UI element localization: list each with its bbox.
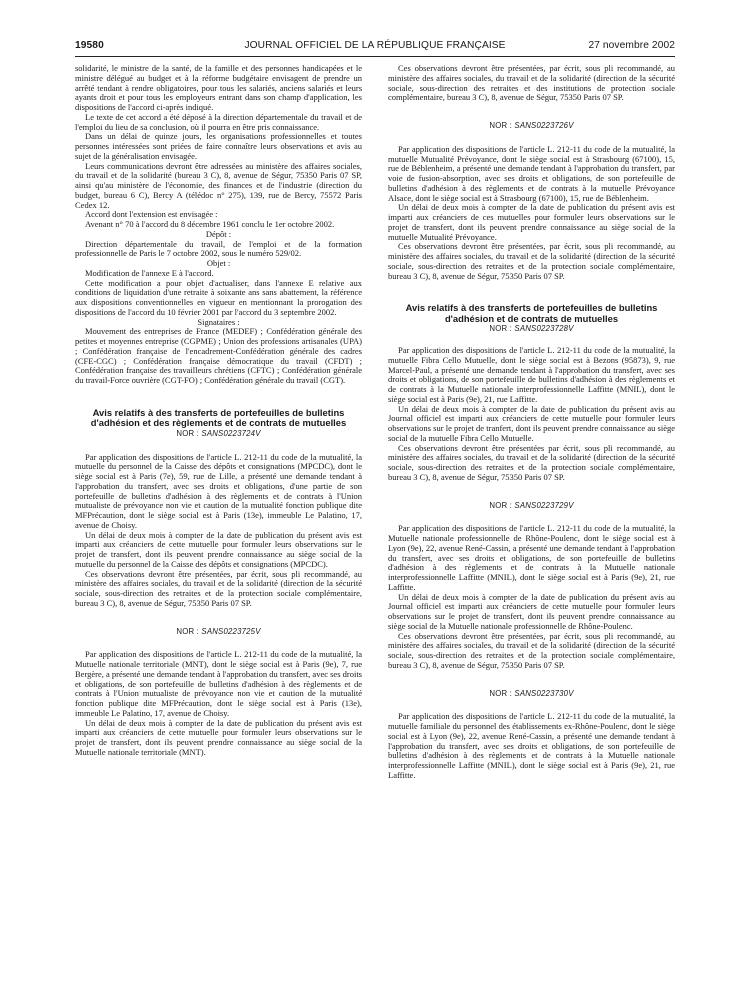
- paragraph: Par application des dispositions de l'article L. 212-11 du code de la mutualité, la Mutuelle nationale territoriale (MNT), dont le siège social est à Paris (9e), 7, rue Bergère, a présenté une demande tendant à l'approbation du transfert, avec ses droits et obligations, de son portefeuille de bulletins d'adhésion à des règlements et de contrats à l'Union mutualiste de prévoyance non vie et caution de la mutualité fonction publique dite MFPrécaution, dont le siège social est à Paris (13e), immeuble Le Palatino, 17, avenue de Choisy.: [75, 649, 362, 718]
- paragraph: Un délai de deux mois à compter de la date de publication du présent avis est imparti aux créanciers de ces mutuelles pour formuler leurs observations sur le projet de transfert, dont ils peuvent prendre connaissance au siège social de la mutuelle Mutualité Prévoyance.: [388, 202, 675, 242]
- paragraph: Par application des dispositions de l'article L. 212-11 du code de la mutualité, la mutuelle Mutualité Prévoyance, dont le siège social est à Strasbourg (67100), 15, rue de Béblenheim, a présenté une demande tendant à l'approbation du transfert, par voie de fusion-absorption, avec ses droits et obligations, de son portefeuille de bulletins d'adhésion à des règlements et de contrats à la mutuelle Prévoyance Alsace, dont le siège social est à Strasbourg (67100), 15, rue de Béblenheim.: [388, 143, 675, 203]
- accord-text: Avenant n° 70 à l'accord du 8 décembre 1961 conclu le 1er octobre 2002.: [85, 219, 335, 229]
- paragraph: Ces observations devront être présentées, par écrit, sous pli recommandé, au ministère des affaires sociales, du travail et de la solidarité (direction de la sécurité sociale, sous-direction des retraites et de la protection sociale complémentaire, bureau 3 C), 8, avenue de Ségur, 75350 Paris 07 SP.: [388, 241, 675, 281]
- paragraph: Un délai de deux mois à compter de la date de publication du présent avis au Journal officiel est imparti aux créanciers de cette mutuelle pour formuler leurs observations sur le projet de transfert, dont ils peuvent prendre connaissance au siège social de la Mutuelle nationale professionnelle de Rhône-Poulenc.: [388, 591, 675, 631]
- depot-text: Direction départementale du travail, de l'emploi et de la formation professionnelle de Paris le 7 octobre 2002, sous le numéro 529/02.: [75, 238, 362, 259]
- paragraph: Par application des dispositions de l'article L. 212-11 du code de la mutualité, la mutuelle Fibra Cello Mutuelle, dont le siège social est à Bezons (95873), 9, rue Marcel-Paul, a présenté une demande tendant à l'approbation du transfert, avec ses droits et obligations, de son portefeuille de bulletins d'adhésion à des règlements et de contrats à la Mutuelle nationale interprofessionnelle Laffitte (MNIL), dont le siège social est à Paris (9e), 21, rue Laffitte.: [388, 345, 675, 404]
- paragraph: Ces observations devront être présentées, par écrit, sous pli recommandé, au ministère des affaires sociales, du travail et de la solidarité (direction de la sécurité sociale, sous-direction des retraites et de la protection sociale complémentaire, bureau 3 C), 8, avenue de Ségur, 75350 Paris 07 SP.: [388, 630, 675, 670]
- signataires-label: Signataires :: [197, 316, 240, 327]
- paragraph: Ces observations devront être présentées, par écrit, sous pli recommandé, au ministère des affaires sociales, du travail et de la solidarité (direction de la sécurité sociale, sous-direction des retraites et des institutions de protection sociale complémentaire, bureau 3 C), 8, avenue de Ségur, 75350 Paris 07 SP.: [388, 63, 675, 103]
- journal-title: JOURNAL OFFICIEL DE LA RÉPUBLIQUE FRANÇAISE: [244, 40, 506, 51]
- nor-reference: NOR : SANS0223730V: [489, 688, 574, 698]
- nor-reference: NOR : SANS0223725V: [176, 626, 261, 636]
- issue-date: 27 novembre 2002: [588, 40, 675, 51]
- paragraph: Par application des dispositions de l'article L. 212-11 du code de la mutualité, la Mutuelle nationale professionnelle de Rhône-Poulenc, dont le siège social est à Lyon (9e), 22, avenue René-Cassin, a présenté une demande tendant à l'approbation du transfert, avec ses droits et obligations, de son portefeuille de bulletins d'adhésion à des règlements et de contrats à la Mutuelle nationale interprofessionnelle Laffitte (MNIL), dont le siège social est à Paris (9e), 21, rue Laffitte.: [388, 523, 675, 592]
- paragraph: Le texte de cet accord a été déposé à la direction départementale du travail et de l'emploi du lieu de sa conclusion, où il pourra en être pris connaissance.: [75, 111, 362, 132]
- paragraph: Un délai de deux mois à compter de la date de publication du présent avis au Journal officiel est imparti aux créanciers de cette mutuelle pour formuler leurs observations sur le projet de tranfert, dont ils peuvent prendre connaissance au siège social de la mutuelle Fibra Cello Mutuelle.: [388, 403, 675, 443]
- paragraph: solidarité, le ministre de la santé, de la famille et des personnes handicapées et le ministre délégué au budget et à la réforme budgétaire envisagent de prendre un arrêté tendant à rendre obligatoires, pour tous les salariés, anciens salariés et leurs ayants droit et pour tous les employeurs entrant dans son champ d'application, les dispositions de l'accord ci-après indiqué.: [75, 63, 362, 112]
- objet-label: Objet :: [206, 258, 231, 268]
- page-header: [75, 40, 675, 56]
- paragraph: Un délai de deux mois à compter de la date de publication du présent avis est imparti aux créanciers de cette mutuelle pour formuler leurs observations sur le projet de transfert, dont ils peuvent prendre connaissance au siège social de la mutuelle du personnel de la Caisse des dépôts et consignations (MPCDC).: [75, 529, 362, 569]
- section-heading: Avis relatifs à des transferts de portefeuilles de bulletins d'adhésion et des règlements et de contrats de mutuelles: [90, 406, 347, 429]
- paragraph: Ces observations devront être présentées par écrit, sous pli recommandé, au ministère des affaires sociales, du travail et de la solidarité (direction de la sécurité sociale, sous-direction des retraites et de la protection sociale complémentaire, bureau 3 C), 8, avenue de Ségur, 75350 Paris 07 SP.: [388, 442, 675, 482]
- right-column: [388, 64, 675, 781]
- signataires-text: Mouvement des entreprises de France (MEDEF) ; Confédération générale des petites et moyennes entreprise (CGPME) ; Union des professions artisanales (UPA) ; Confédération française de l'encadrement-Confédération générale des cadres (CFE-CGC) ; Confédération française démocratique du travail (CFDT) ; Confédération française des travailleurs chrétiens (CFTC) ; Confédération générale du travail-Force ouvrière (CGT-FO) ; Confédération générale du travail (CGT).: [75, 326, 362, 385]
- section-heading: Avis relatifs à des transferts de portefeuilles de bulletins d'adhésion et de contrats de mutuelles: [405, 302, 658, 324]
- paragraph: Dans un délai de quinze jours, les organisations professionnelles et toutes personnes intéressées sont priées de faire connaître leurs observations et avis au sujet de la généralisation envisagée.: [75, 131, 362, 161]
- paragraph: Par application des dispositions de l'article L. 212-11 du code de la mutualité, la mutuelle du personnel de la Caisse des dépôts et consignations (MPCDC), dont le siège social est à Paris (7e), 59, rue de Lille, a présenté une demande tendant à l'approbation du transfert, avec ses droits et obligations, d'une partie de son portefeuille de bulletins d'adhésion à des règlements et de contrats à l'Union mutualiste de prévoyance non vie et caution de la mutualité fonction publique dite MFPrécaution, dont le siège social est à Paris (13e), immeuble Le Palatino, 17, avenue de Choisy.: [75, 451, 362, 530]
- left-column: [75, 64, 362, 758]
- paragraph: Ces observations devront être présentées, par écrit, sous pli recommandé, au ministère des affaires sociales, du travail et de la solidarité (direction de la sécurité sociale, sous-direction des retraites et de la protection sociale complémentaire, bureau 3 C), 8, avenue de Ségur, 75350 Paris 07 SP.: [75, 568, 362, 608]
- header-rule: [75, 56, 675, 57]
- nor-reference: NOR : SANS0223729V: [489, 500, 574, 510]
- nor-reference: NOR : SANS0223724V: [176, 428, 261, 438]
- page-number: 19580: [75, 40, 104, 51]
- accord-label: Accord dont l'extension est envisagée :: [85, 209, 218, 220]
- nor-reference: NOR : SANS0223726V: [489, 121, 574, 130]
- objet-text: Modification de l'annexe E à l'accord.: [85, 267, 214, 278]
- nor-reference: NOR : SANS0223728V: [489, 324, 574, 334]
- paragraph: Cette modification a pour objet d'actualiser, dans l'annexe E relative aux conditions de liquidation d'une retraite à soixante ans sans abattement, la référence aux dispositions conventionnelles en vigueur en mentionnant la prorogation des dispositions de l'accord du 10 février 2001 par l'accord du 3 septembre 2002.: [75, 277, 362, 317]
- paragraph: Leurs communications devront être adressées au ministère des affaires sociales, du travail et de la solidarité (bureau 3 C), 8, avenue de Ségur, 75350 Paris 07 SP, ainsi qu'au ministère de l'économie, des finances et de l'industrie (direction du budget, bureau 6 C), Bercy A (télédoc n° 275), 139, rue de Bercy, 75572 Paris Cedex 12.: [75, 160, 362, 210]
- paragraph: Par application des dispositions de l'article L. 212-11 du code de la mutualité, la mutuelle familiale du personnel des établissements ex-Rhône-Poulenc, dont le siège social est à Lyon (9e), 22, avenue René-Cassin, a présenté une demande tendant à l'approbation du transfert, avec ses droits et obligations, de son portefeuille de bulletins d'adhésion à des règlements et de contrats à la Mutuelle nationale interprofessionnelle Laffitte (MNIL), dont le siège social est à Paris (9e), 21, rue Laffitte.: [388, 711, 675, 780]
- paragraph: Un délai de deux mois à compter de la date de publication du présent avis est imparti aux créanciers de cette mutuelle pour formuler leurs observations sur le projet de transfert, dont ils peuvent prendre connaissance au siège social de la Mutuelle nationale territoriale (MNT).: [75, 717, 362, 757]
- depot-label: Dépôt :: [205, 228, 232, 239]
